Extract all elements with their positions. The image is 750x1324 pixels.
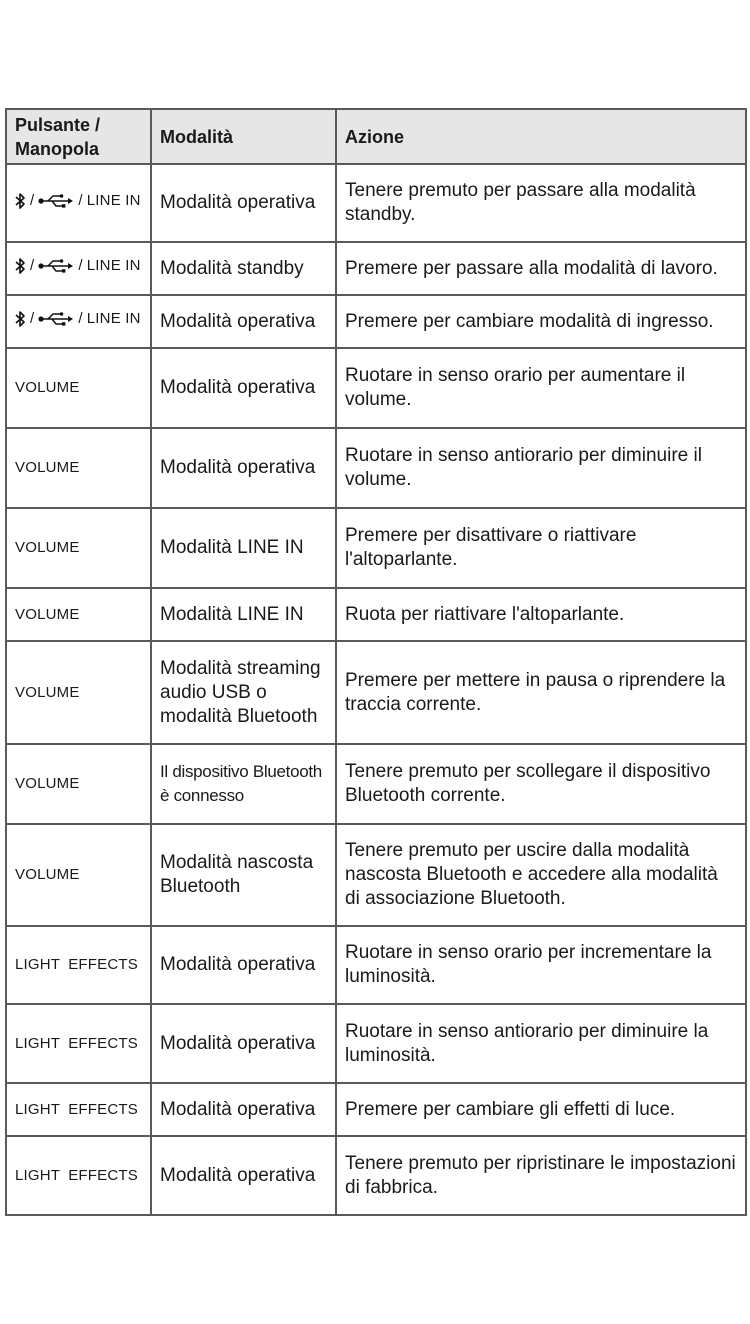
usb-icon	[38, 258, 74, 274]
table-row	[6, 1083, 746, 1136]
button-cell	[6, 164, 151, 242]
button-label: LIGHT	[15, 1166, 61, 1184]
line-in-label: LINE IN	[86, 191, 141, 209]
mode-cell: Modalità operativa	[151, 348, 336, 428]
header-button-knob	[6, 109, 151, 164]
mode-cell: Modalità operativa	[151, 1004, 336, 1083]
mode-cell: Modalità operativa	[151, 1083, 336, 1136]
header-button-line1: Pulsante /	[15, 114, 101, 135]
table-row	[6, 164, 746, 242]
mode-cell: Il dispositivo Bluetooth è connesso	[151, 744, 336, 824]
table-row	[6, 1136, 746, 1215]
separator: /	[30, 257, 35, 274]
header-mode: Modalità	[151, 109, 336, 164]
action-cell: Ruotare in senso orario per incrementare la luminosità.	[336, 926, 746, 1004]
bluetooth-icon	[15, 310, 26, 328]
mode-cell: Modalità LINE IN	[151, 508, 336, 588]
button-cell	[6, 1004, 151, 1083]
header-row	[6, 109, 746, 164]
separator: /	[78, 310, 83, 327]
mode-cell: Modalità streaming audio USB o modalità Bluetooth	[151, 641, 336, 744]
button-label: VOLUME	[15, 539, 80, 556]
action-cell: Premere per passare alla modalità di lavoro.	[336, 242, 746, 295]
button-label: VOLUME	[15, 379, 80, 396]
mode-cell: Modalità operativa	[151, 428, 336, 508]
mode-cell: Modalità nascosta Bluetooth	[151, 824, 336, 926]
table-row	[6, 1004, 746, 1083]
button-cell	[6, 428, 151, 508]
button-cell	[6, 824, 151, 926]
button-label: VOLUME	[15, 683, 80, 701]
button-label: VOLUME	[15, 775, 80, 792]
bluetooth-icon	[15, 192, 26, 210]
line-in-label: LINE IN	[86, 310, 141, 327]
table-row	[6, 508, 746, 588]
button-cell	[6, 242, 151, 295]
button-label-2: EFFECTS	[68, 956, 138, 973]
table-row	[6, 588, 746, 641]
controls-table	[5, 108, 747, 1216]
action-cell: Ruotare in senso antiorario per diminuire il volume.	[336, 428, 746, 508]
button-cell	[6, 641, 151, 744]
button-symbols	[15, 189, 141, 213]
separator: /	[30, 310, 35, 327]
button-cell	[6, 926, 151, 1004]
button-label-2: EFFECTS	[68, 1100, 138, 1118]
action-cell: Ruotare in senso antiorario per diminuire la luminosità.	[336, 1004, 746, 1083]
table-row	[6, 744, 746, 824]
button-cell	[6, 588, 151, 641]
separator: /	[78, 191, 83, 209]
table-row	[6, 926, 746, 1004]
button-cell	[6, 744, 151, 824]
table-row	[6, 641, 746, 744]
header-button-line2: Manopola	[15, 138, 99, 159]
table-row	[6, 242, 746, 295]
separator: /	[78, 257, 83, 274]
bluetooth-icon	[15, 257, 26, 275]
line-in-label: LINE IN	[86, 257, 141, 274]
button-label-2: EFFECTS	[68, 1034, 138, 1052]
separator: /	[30, 191, 35, 209]
usb-icon	[38, 311, 74, 327]
mode-cell: Modalità standby	[151, 242, 336, 295]
action-cell: Premere per mettere in pausa o riprendere la traccia corrente.	[336, 641, 746, 744]
table-row	[6, 295, 746, 348]
table-row	[6, 348, 746, 428]
button-symbols	[15, 307, 141, 331]
action-cell: Tenere premuto per uscire dalla modalità nascosta Bluetooth e accedere alla modalità di associazione Bluetooth.	[336, 824, 746, 926]
button-cell	[6, 1083, 151, 1136]
button-label: LIGHT	[15, 956, 61, 973]
action-cell: Premere per disattivare o riattivare l'altoparlante.	[336, 508, 746, 588]
action-cell: Tenere premuto per ripristinare le impostazioni di fabbrica.	[336, 1136, 746, 1215]
usb-icon	[38, 193, 74, 209]
action-cell: Tenere premuto per passare alla modalità standby.	[336, 164, 746, 242]
mode-cell: Modalità operativa	[151, 1136, 336, 1215]
button-label-2: EFFECTS	[68, 1166, 138, 1184]
button-cell	[6, 295, 151, 348]
button-label: LIGHT	[15, 1100, 61, 1118]
mode-cell: Modalità operativa	[151, 295, 336, 348]
button-label: VOLUME	[15, 605, 80, 623]
mode-cell: Modalità operativa	[151, 926, 336, 1004]
table-row	[6, 824, 746, 926]
action-cell: Tenere premuto per scollegare il dispositivo Bluetooth corrente.	[336, 744, 746, 824]
mode-cell: Modalità LINE IN	[151, 588, 336, 641]
action-cell: Premere per cambiare modalità di ingresso.	[336, 295, 746, 348]
button-label: VOLUME	[15, 866, 80, 883]
action-cell: Ruota per riattivare l'altoparlante.	[336, 588, 746, 641]
header-action: Azione	[336, 109, 746, 164]
button-symbols	[15, 254, 141, 278]
action-cell: Premere per cambiare gli effetti di luce.	[336, 1083, 746, 1136]
button-cell	[6, 348, 151, 428]
button-cell	[6, 508, 151, 588]
action-cell: Ruotare in senso orario per aumentare il volume.	[336, 348, 746, 428]
button-label: VOLUME	[15, 459, 80, 476]
mode-cell: Modalità operativa	[151, 164, 336, 242]
button-label: LIGHT	[15, 1034, 61, 1052]
button-cell	[6, 1136, 151, 1215]
table-row	[6, 428, 746, 508]
